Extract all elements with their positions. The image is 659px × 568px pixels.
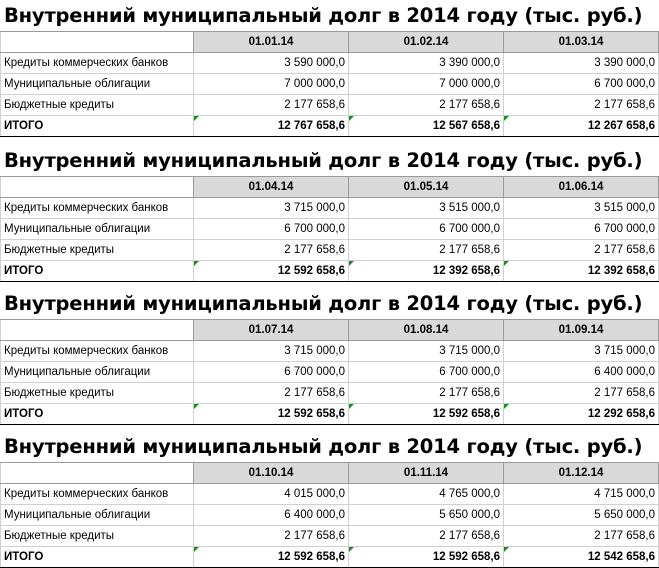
date-header: 01.06.14 xyxy=(504,177,659,198)
header-empty-cell xyxy=(1,177,194,198)
total-value: 12 592 658,6 xyxy=(349,547,504,568)
table-row xyxy=(1,95,659,116)
table-row xyxy=(1,526,659,547)
total-row xyxy=(1,261,659,282)
value-cell: 3 715 000,0 xyxy=(194,198,349,219)
total-value: 12 542 658,6 xyxy=(504,547,659,568)
total-value: 12 267 658,6 xyxy=(504,116,659,137)
date-header: 01.09.14 xyxy=(504,320,659,341)
value-cell: 3 515 000,0 xyxy=(504,198,659,219)
date-header: 01.12.14 xyxy=(504,463,659,484)
row-label: Муниципальные облигации xyxy=(1,505,194,526)
total-value: 12 592 658,6 xyxy=(349,404,504,425)
date-header: 01.01.14 xyxy=(194,32,349,53)
row-label: Бюджетные кредиты xyxy=(1,240,194,261)
total-label: ИТОГО xyxy=(1,547,194,568)
header-empty-cell xyxy=(1,320,194,341)
table-row xyxy=(1,341,659,362)
value-cell: 6 700 000,0 xyxy=(194,362,349,383)
debt-table-q3 xyxy=(0,288,659,425)
value-cell: 4 015 000,0 xyxy=(194,484,349,505)
row-label: Бюджетные кредиты xyxy=(1,95,194,116)
value-cell: 2 177 658,6 xyxy=(504,526,659,547)
table-title: Внутренний муниципальный долг в 2014 году (тыс. руб.) xyxy=(4,292,643,315)
total-value: 12 767 658,6 xyxy=(194,116,349,137)
row-label: Бюджетные кредиты xyxy=(1,526,194,547)
value-cell: 6 700 000,0 xyxy=(504,219,659,240)
table-row xyxy=(1,240,659,261)
value-cell: 2 177 658,6 xyxy=(504,383,659,404)
debt-table xyxy=(0,176,659,282)
row-label: Муниципальные облигации xyxy=(1,362,194,383)
value-cell: 3 715 000,0 xyxy=(349,341,504,362)
value-cell: 2 177 658,6 xyxy=(349,240,504,261)
value-cell: 7 000 000,0 xyxy=(349,74,504,95)
value-cell: 6 700 000,0 xyxy=(504,74,659,95)
debt-table-q2 xyxy=(0,145,659,282)
total-label: ИТОГО xyxy=(1,261,194,282)
total-label: ИТОГО xyxy=(1,404,194,425)
debt-table xyxy=(0,462,659,568)
table-row xyxy=(1,74,659,95)
value-cell: 6 400 000,0 xyxy=(194,505,349,526)
value-cell: 2 177 658,6 xyxy=(194,526,349,547)
value-cell: 2 177 658,6 xyxy=(349,383,504,404)
value-cell: 2 177 658,6 xyxy=(349,526,504,547)
header-empty-cell xyxy=(1,32,194,53)
table-row xyxy=(1,198,659,219)
value-cell: 2 177 658,6 xyxy=(504,240,659,261)
total-value: 12 392 658,6 xyxy=(504,261,659,282)
value-cell: 3 590 000,0 xyxy=(194,53,349,74)
value-cell: 5 650 000,0 xyxy=(504,505,659,526)
date-header: 01.05.14 xyxy=(349,177,504,198)
row-label: Кредиты коммерческих банков xyxy=(1,198,194,219)
date-header: 01.03.14 xyxy=(504,32,659,53)
date-header: 01.10.14 xyxy=(194,463,349,484)
table-row xyxy=(1,505,659,526)
value-cell: 2 177 658,6 xyxy=(504,95,659,116)
total-label: ИТОГО xyxy=(1,116,194,137)
table-row xyxy=(1,383,659,404)
table-row xyxy=(1,219,659,240)
date-header: 01.08.14 xyxy=(349,320,504,341)
value-cell: 2 177 658,6 xyxy=(194,383,349,404)
value-cell: 6 700 000,0 xyxy=(349,219,504,240)
header-row xyxy=(1,32,659,53)
value-cell: 2 177 658,6 xyxy=(194,95,349,116)
row-label: Бюджетные кредиты xyxy=(1,383,194,404)
row-label: Кредиты коммерческих банков xyxy=(1,484,194,505)
total-value: 12 292 658,6 xyxy=(504,404,659,425)
value-cell: 3 390 000,0 xyxy=(504,53,659,74)
total-value: 12 567 658,6 xyxy=(349,116,504,137)
row-label: Муниципальные облигации xyxy=(1,74,194,95)
table-row xyxy=(1,484,659,505)
total-value: 12 592 658,6 xyxy=(194,404,349,425)
value-cell: 6 700 000,0 xyxy=(194,219,349,240)
value-cell: 5 650 000,0 xyxy=(349,505,504,526)
table-row xyxy=(1,53,659,74)
header-row xyxy=(1,463,659,484)
date-header: 01.02.14 xyxy=(349,32,504,53)
value-cell: 3 515 000,0 xyxy=(349,198,504,219)
table-title: Внутренний муниципальный долг в 2014 году (тыс. руб.) xyxy=(4,4,643,27)
total-value: 12 592 658,6 xyxy=(194,547,349,568)
debt-table xyxy=(0,31,659,137)
value-cell: 4 765 000,0 xyxy=(349,484,504,505)
total-value: 12 592 658,6 xyxy=(194,261,349,282)
date-header: 01.04.14 xyxy=(194,177,349,198)
value-cell: 4 715 000,0 xyxy=(504,484,659,505)
table-row xyxy=(1,362,659,383)
header-row xyxy=(1,320,659,341)
total-row xyxy=(1,404,659,425)
table-title: Внутренний муниципальный долг в 2014 году (тыс. руб.) xyxy=(4,435,643,458)
row-label: Муниципальные облигации xyxy=(1,219,194,240)
total-row xyxy=(1,116,659,137)
debt-table-q1 xyxy=(0,0,659,137)
value-cell: 6 700 000,0 xyxy=(349,362,504,383)
value-cell: 6 400 000,0 xyxy=(504,362,659,383)
row-label: Кредиты коммерческих банков xyxy=(1,341,194,362)
date-header: 01.07.14 xyxy=(194,320,349,341)
value-cell: 3 390 000,0 xyxy=(349,53,504,74)
debt-table xyxy=(0,319,659,425)
row-label: Кредиты коммерческих банков xyxy=(1,53,194,74)
header-row xyxy=(1,177,659,198)
value-cell: 3 715 000,0 xyxy=(194,341,349,362)
value-cell: 7 000 000,0 xyxy=(194,74,349,95)
total-value: 12 392 658,6 xyxy=(349,261,504,282)
value-cell: 2 177 658,6 xyxy=(349,95,504,116)
value-cell: 3 715 000,0 xyxy=(504,341,659,362)
table-title: Внутренний муниципальный долг в 2014 году (тыс. руб.) xyxy=(4,149,643,172)
header-empty-cell xyxy=(1,463,194,484)
total-row xyxy=(1,547,659,568)
debt-table-q4 xyxy=(0,431,659,568)
date-header: 01.11.14 xyxy=(349,463,504,484)
value-cell: 2 177 658,6 xyxy=(194,240,349,261)
